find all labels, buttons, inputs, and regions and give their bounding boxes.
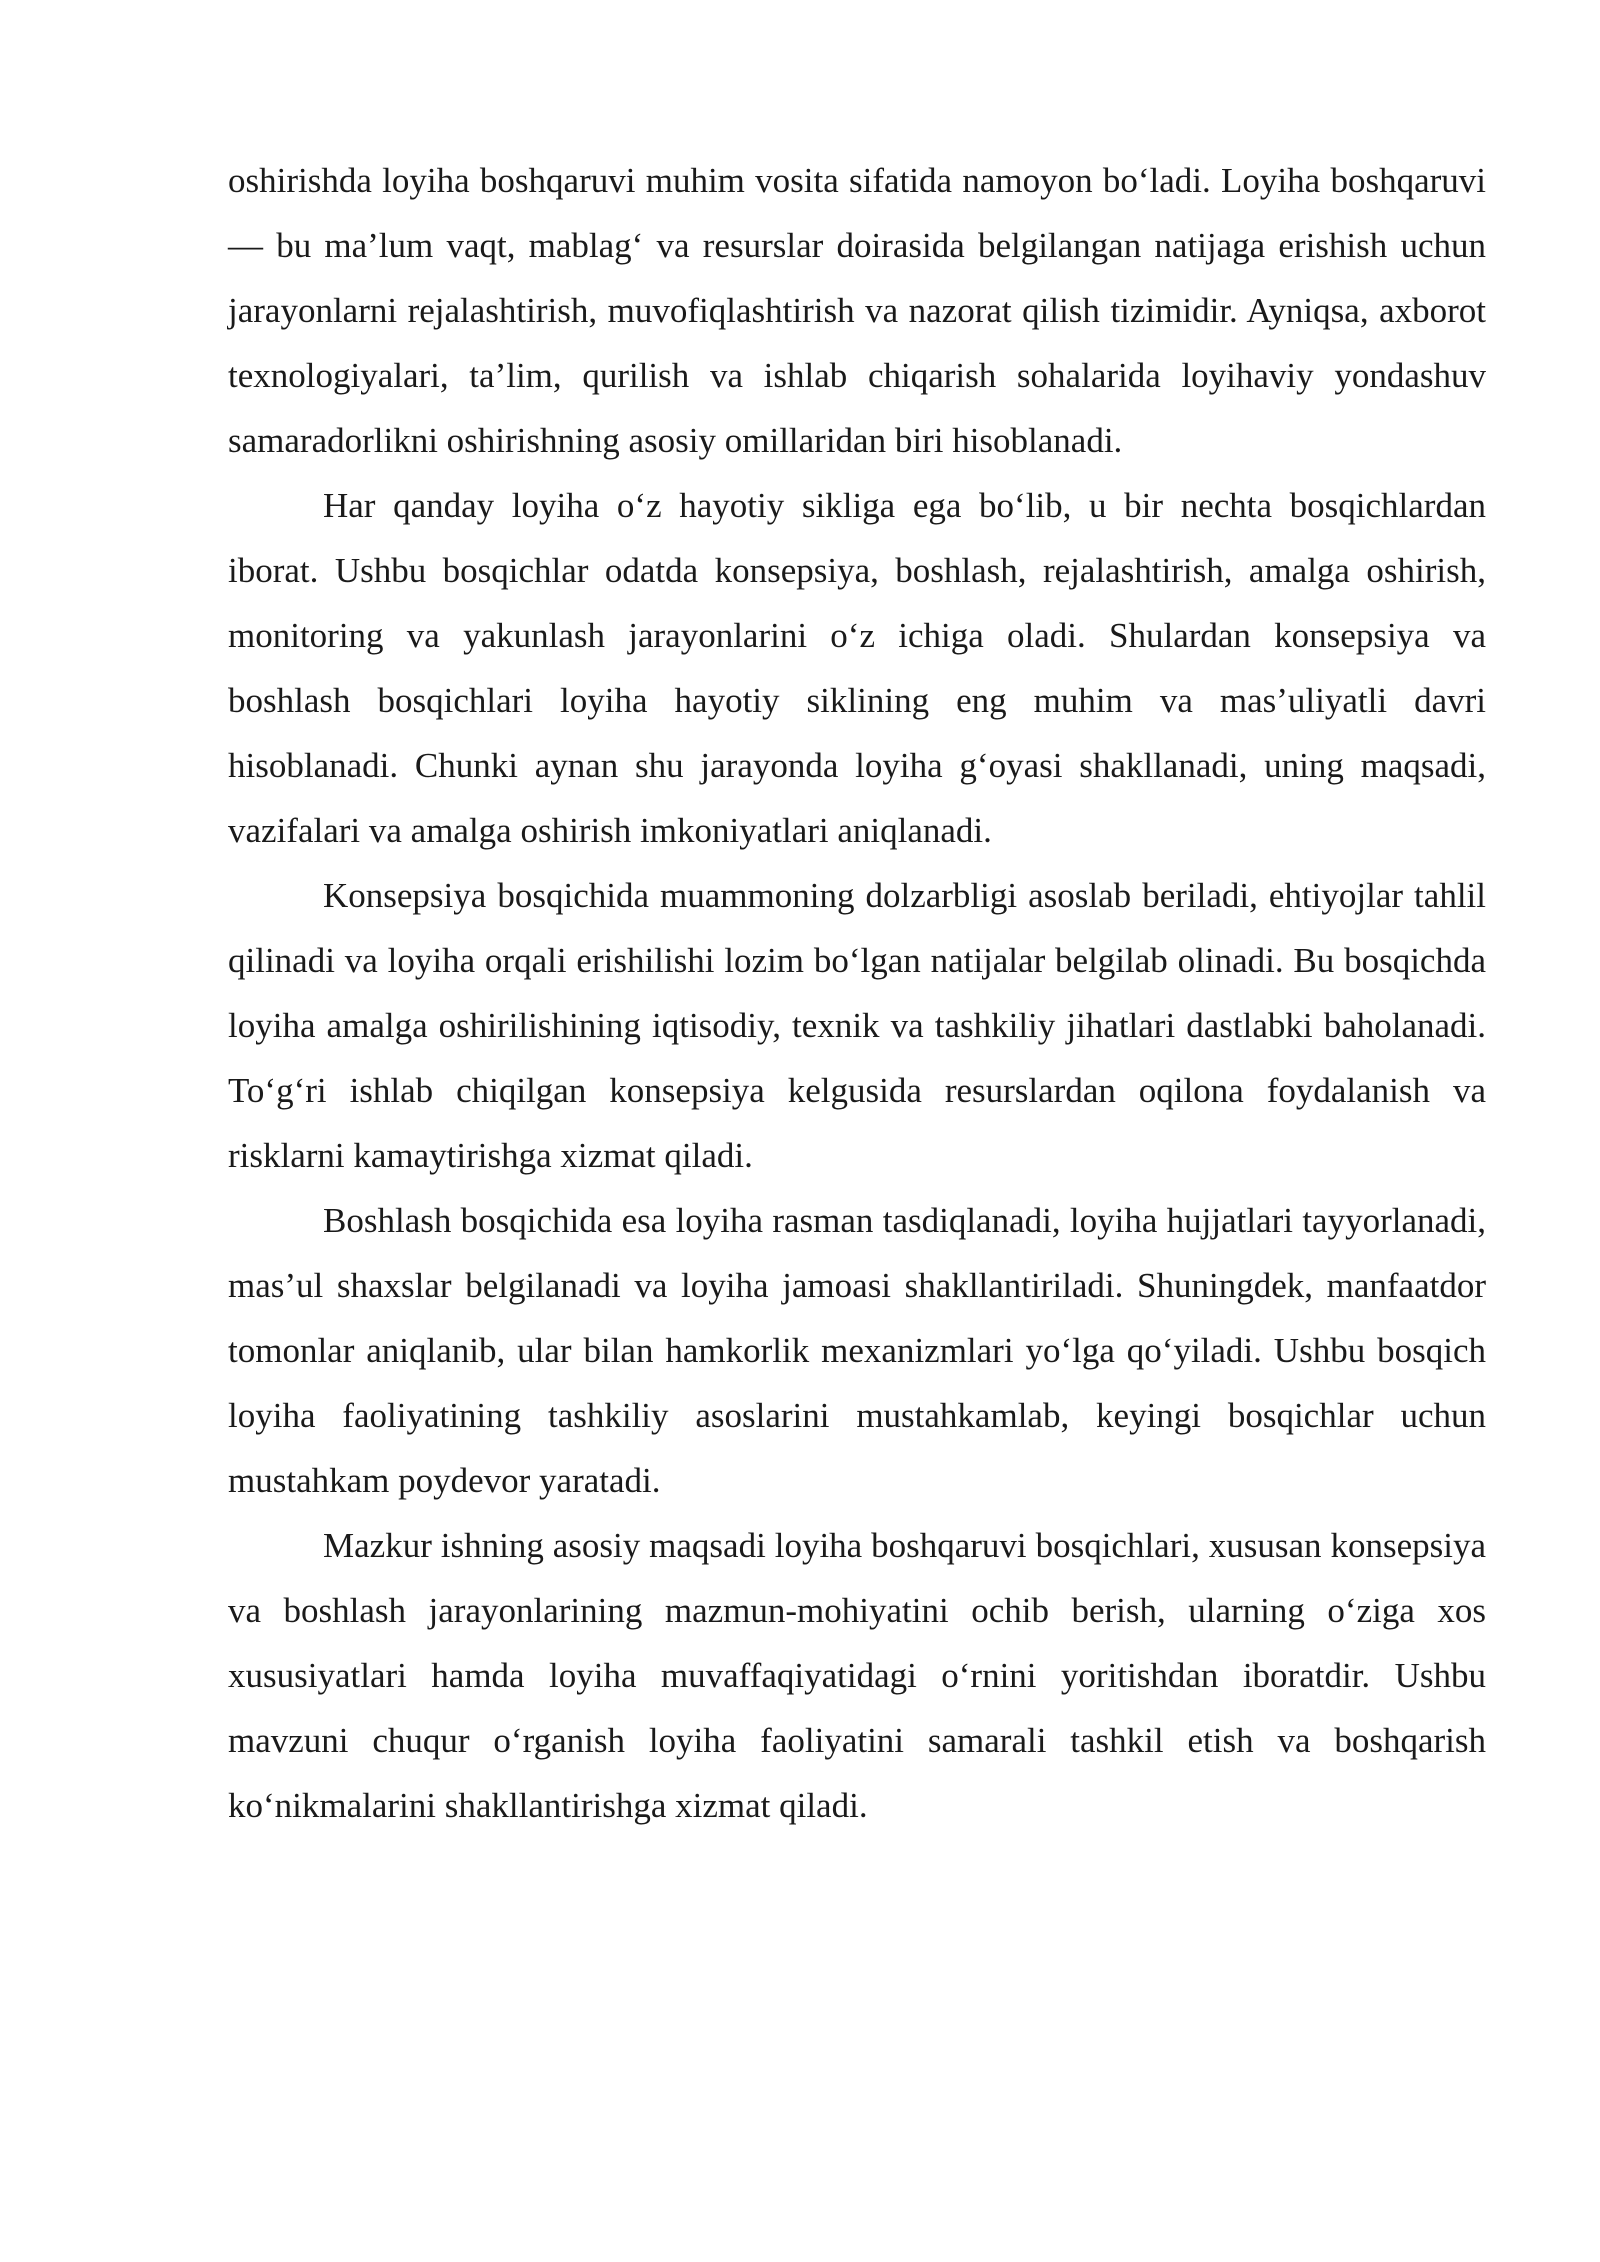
paragraph-3: Konsepsiya bosqichida muammoning dolzarbligi asoslab beriladi, ehtiyojlar tahlil qilinadi va loyiha orqali erishilishi lozim bo‘lgan natijalar belgilab olinadi. Bu bosqichda loyiha amalga oshirilishining iqtisodiy, texnik va tashkiliy jihatlari dastlabki baholanadi. To‘g‘ri ishlab chiqilgan konsepsiya kelgusida resurslardan oqilona foydalanish va risklarni kamaytirishga xizmat qiladi. (228, 876, 1486, 1175)
paragraph-2: Har qanday loyiha o‘z hayotiy sikliga ega bo‘lib, u bir nechta bosqichlardan iborat. Ushbu bosqichlar odatda konsepsiya, boshlash, rejalashtirish, amalga oshirish, monitoring va yakunlash jarayonlarini o‘z ichiga oladi. Shulardan konsepsiya va boshlash bosqichlari loyiha hayotiy siklining eng muhim va mas’uliyatli davri hisoblanadi. Chunki aynan shu jarayonda loyiha g‘oyasi shakllanadi, uning maqsadi, vazifalari va amalga oshirish imkoniyatlari aniqlanadi. (228, 486, 1486, 850)
document-page (228, 148, 1486, 1838)
paragraph-1: oshirishda loyiha boshqaruvi muhim vosita sifatida namoyon bo‘ladi. Loyiha boshqaruvi — bu ma’lum vaqt, mablag‘ va resurslar doirasida belgilangan natijaga erishish uchun jarayonlarni rejalashtirish, muvofiqlashtirish va nazorat qilish tizimidir. Ayniqsa, axborot texnologiyalari, ta’lim, qurilish va ishlab chiqarish sohalarida loyihaviy yondashuv samaradorlikni oshirishning asosiy omillaridan biri hisoblanadi. (228, 161, 1486, 460)
paragraph-5: Mazkur ishning asosiy maqsadi loyiha boshqaruvi bosqichlari, xususan konsepsiya va boshlash jarayonlarining mazmun-mohiyatini ochib berish, ularning o‘ziga xos xususiyatlari hamda loyiha muvaffaqiyatidagi o‘rnini yoritishdan iboratdir. Ushbu mavzuni chuqur o‘rganish loyiha faoliyatini samarali tashkil etish va boshqarish ko‘nikmalarini shakllantirishga xizmat qiladi. (228, 1526, 1486, 1825)
paragraph-4: Boshlash bosqichida esa loyiha rasman tasdiqlanadi, loyiha hujjatlari tayyorlanadi, mas’ul shaxslar belgilanadi va loyiha jamoasi shakllantiriladi. Shuningdek, manfaatdor tomonlar aniqlanib, ular bilan hamkorlik mexanizmlari yo‘lga qo‘yiladi. Ushbu bosqich loyiha faoliyatining tashkiliy asoslarini mustahkamlab, keyingi bosqichlar uchun mustahkam poydevor yaratadi. (228, 1201, 1486, 1500)
